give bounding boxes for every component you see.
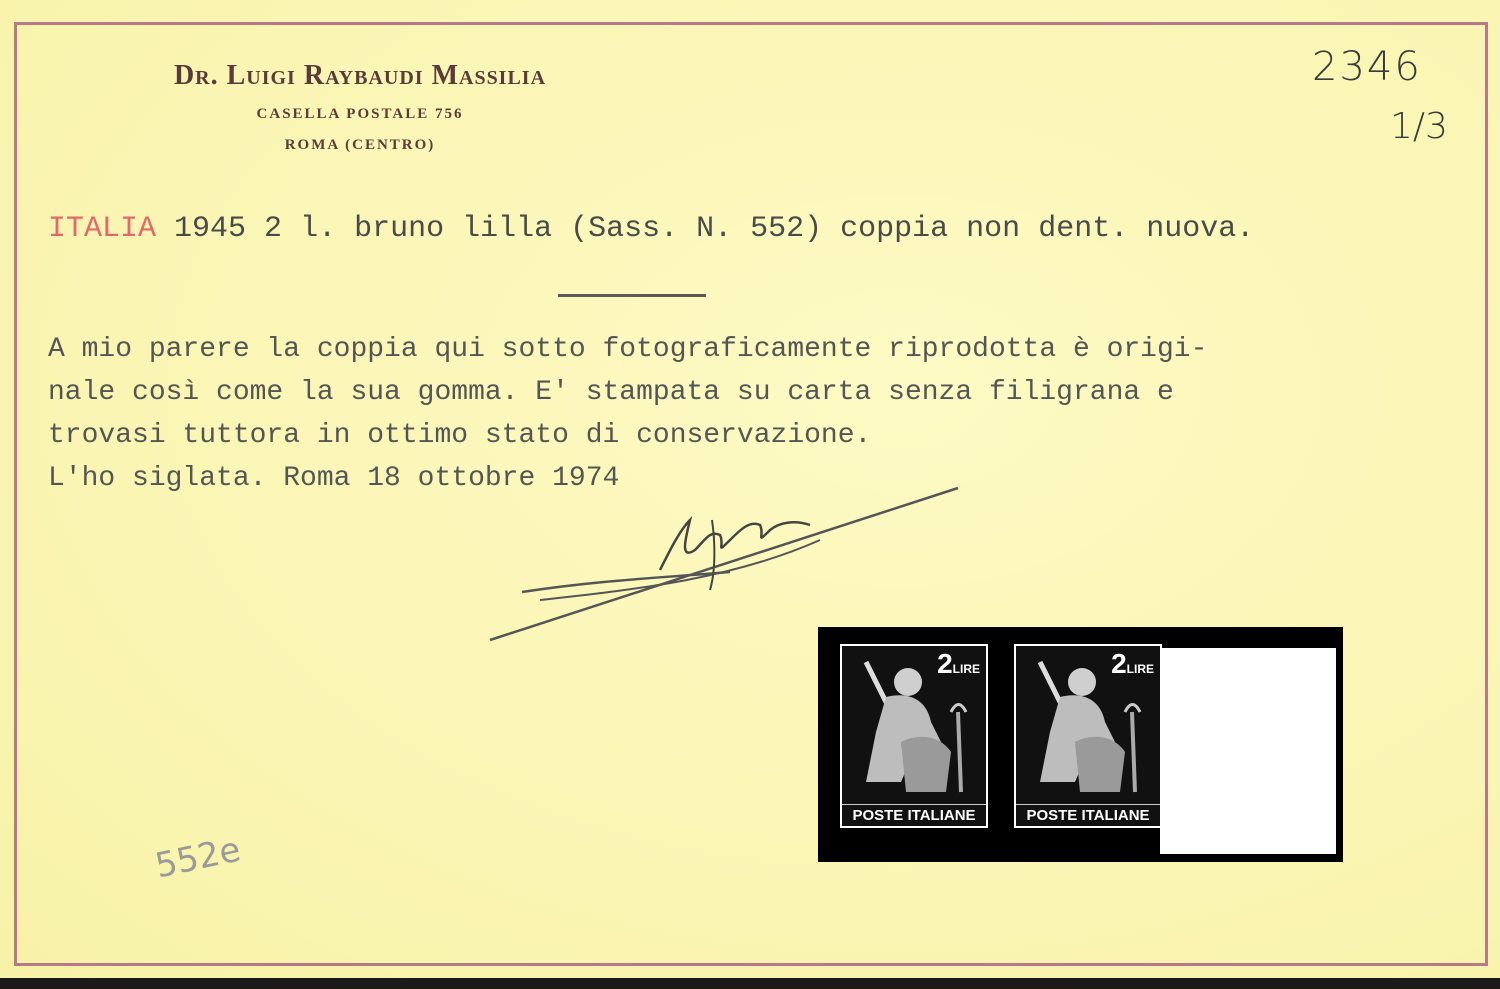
reference-fraction: 1/3	[1390, 106, 1448, 147]
expert-letterhead	[40, 60, 680, 154]
opinion-line: A mio parere la coppia qui sotto fotograficamente riprodotta è origi-	[48, 334, 1208, 365]
stamp-value: 2LIRE	[937, 648, 980, 679]
handwritten-signature	[480, 480, 980, 650]
stamp-inscription: POSTE ITALIANE	[1016, 804, 1160, 824]
item-country: ITALIA	[48, 212, 157, 246]
city: ROMA (CENTRO)	[284, 137, 436, 153]
stamp-inscription: POSTE ITALIANE	[842, 804, 986, 824]
reference-number: 2346	[1312, 44, 1422, 90]
item-title	[48, 212, 1254, 246]
expert-name: Dr. Luigi Raybaudi Massilia	[173, 60, 547, 91]
stamp-right	[1014, 644, 1162, 828]
opinion-line: L'ho siglata. Roma 18 ottobre 1974	[48, 463, 620, 494]
divider	[558, 294, 706, 297]
stamp-value: 2LIRE	[1111, 648, 1154, 679]
opinion-line: nale così come la sua gomma. E' stampata su carta senza filigrana e	[48, 377, 1174, 408]
postal-box: CASELLA POSTALE 756	[256, 106, 464, 122]
pencil-note: 552e	[151, 829, 245, 887]
item-description: 1945 2 l. bruno lilla (Sass. N. 552) coppia non dent. nuova.	[174, 212, 1255, 246]
opinion-text	[48, 328, 1468, 500]
stamp-left	[840, 644, 988, 828]
stamp-margin	[1160, 648, 1336, 854]
opinion-line: trovasi tuttora in ottimo stato di conservazione.	[48, 420, 872, 451]
